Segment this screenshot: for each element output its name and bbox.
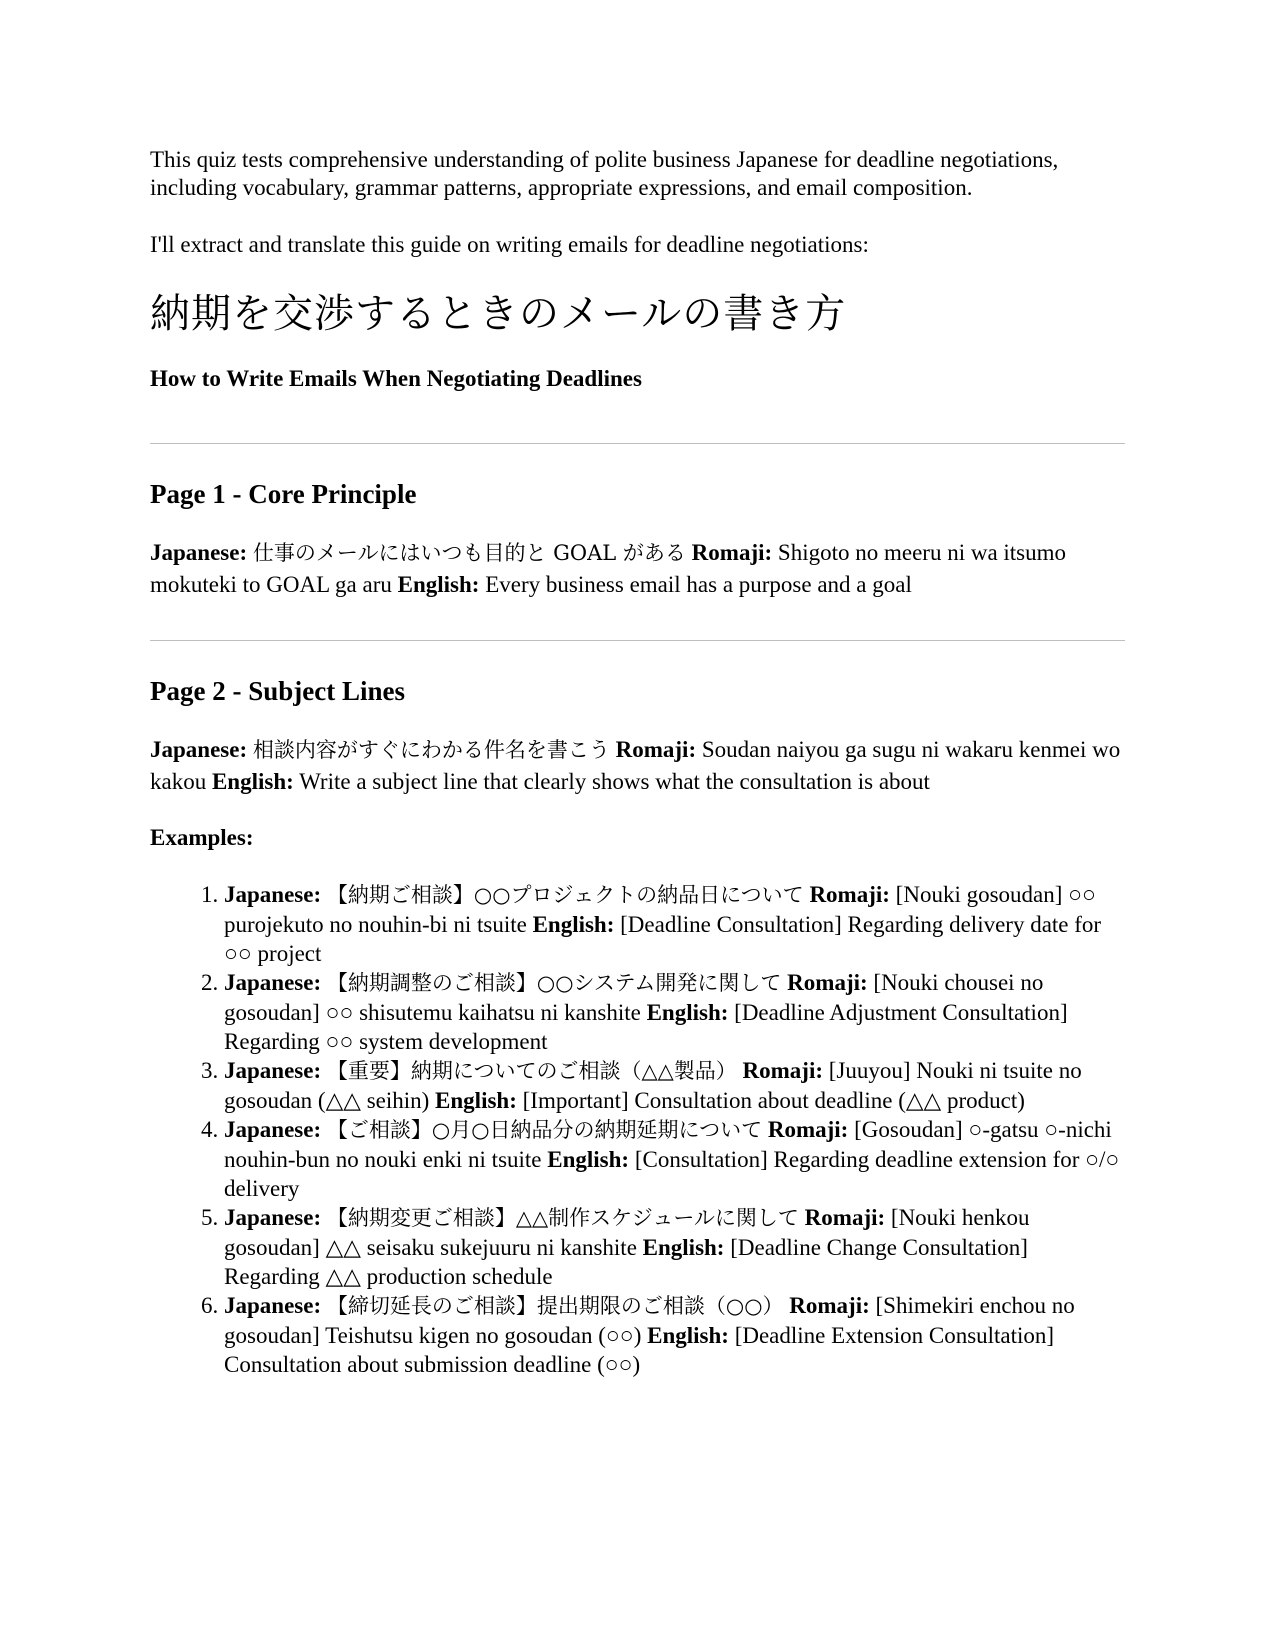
japanese-label: Japanese:	[224, 1293, 322, 1318]
divider	[150, 640, 1125, 641]
romaji-label: Romaji:	[787, 970, 868, 995]
document-content	[150, 146, 1125, 1379]
list-item	[224, 880, 1125, 968]
english-label: English:	[547, 1147, 630, 1172]
english-label: English:	[211, 769, 294, 794]
list-item	[224, 1056, 1125, 1115]
translation-entry	[150, 537, 1125, 600]
examples-list	[150, 880, 1125, 1379]
japanese-label: Japanese:	[224, 1117, 322, 1142]
romaji-text: Shigoto no meeru ni wa itsumo mokuteki to GOAL ga aru	[150, 540, 1067, 597]
list-item	[224, 1115, 1125, 1203]
english-text: [Deadline Extension Consultation] Consultation about submission deadline (○○)	[224, 1323, 1055, 1377]
english-label: English:	[647, 1323, 729, 1348]
japanese-label: Japanese:	[224, 1058, 322, 1083]
romaji-text: [Nouki gosoudan] ○○ purojekuto no nouhin-bi ni tsuite	[224, 882, 1096, 937]
japanese-text: 【納期ご相談】○○プロジェクトの納品日について	[326, 883, 804, 907]
english-text: [Deadline Consultation] Regarding delivery date for ○○ project	[224, 912, 1102, 966]
romaji-text: [Juuyou] Nouki ni tsuite no gosoudan (△△ seihin)	[224, 1058, 1082, 1113]
japanese-text: 相談内容がすぐにわかる件名を書こう	[252, 738, 610, 762]
romaji-text: [Nouki henkou gosoudan] △△ seisaku sukejuuru ni kanshite	[224, 1205, 1030, 1260]
romaji-text: [Shimekiri enchou no gosoudan] Teishutsu kigen no gosoudan (○○)	[224, 1293, 1075, 1348]
english-text: [Important] Consultation about deadline (△△ product)	[522, 1088, 1025, 1113]
romaji-label: Romaji:	[809, 882, 890, 907]
section-heading: Page 1 - Core Principle	[150, 479, 417, 509]
section-core-principle	[150, 478, 1125, 600]
romaji-label: Romaji:	[767, 1117, 849, 1142]
divider	[150, 443, 1125, 444]
document-subtitle: How to Write Emails When Negotiating Deadlines	[150, 366, 642, 391]
english-label: English:	[642, 1235, 725, 1260]
english-label: English:	[532, 912, 615, 937]
intro-paragraph-2: I'll extract and translate this guide on writing emails for deadline negotiations:	[150, 232, 869, 257]
japanese-label: Japanese:	[224, 970, 322, 995]
japanese-text: 【締切延長のご相談】提出期限のご相談（○○）	[326, 1294, 784, 1318]
section-heading: Page 2 - Subject Lines	[150, 676, 405, 706]
translation-entry	[150, 734, 1125, 797]
romaji-label: Romaji:	[742, 1058, 823, 1083]
english-text: Every business email has a purpose and a goal	[485, 572, 912, 597]
title-japanese: 納期を交渉するときのメールの書き方	[150, 291, 847, 337]
document-title	[150, 290, 1125, 338]
japanese-label: Japanese:	[224, 882, 322, 907]
japanese-text: 【重要】納期についてのご相談（△△製品）	[326, 1059, 737, 1083]
section-subject-lines	[150, 675, 1125, 1379]
english-label: English:	[397, 572, 480, 597]
romaji-label: Romaji:	[691, 540, 773, 565]
romaji-text: [Gosoudan] ○-gatsu ○-nichi nouhin-bun no nouki enki ni tsuite	[224, 1117, 1112, 1172]
romaji-label: Romaji:	[615, 737, 697, 762]
intro-paragraph: This quiz tests comprehensive understanding of polite business Japanese for deadline negotiations, including vocabulary, grammar patterns, appropriate expressions, and email composition.	[150, 147, 1059, 200]
list-item	[224, 968, 1125, 1056]
japanese-label: Japanese:	[150, 737, 248, 762]
romaji-label: Romaji:	[804, 1205, 886, 1230]
list-item	[224, 1291, 1125, 1379]
english-text: [Deadline Adjustment Consultation] Regarding ○○ system development	[224, 1000, 1068, 1054]
list-item	[224, 1203, 1125, 1291]
english-label: English:	[646, 1000, 729, 1025]
english-text: [Consultation] Regarding deadline extension for ○/○ delivery	[224, 1147, 1120, 1201]
japanese-text: 【ご相談】○月○日納品分の納期延期について	[326, 1118, 763, 1142]
romaji-text: Soudan naiyou ga sugu ni wakaru kenmei wo kakou	[150, 737, 1121, 794]
japanese-label: Japanese:	[150, 540, 248, 565]
english-label: English:	[435, 1088, 517, 1113]
japanese-text: 【納期調整のご相談】○○システム開発に関して	[326, 971, 782, 995]
romaji-text: [Nouki chousei no gosoudan] ○○ shisutemu kaihatsu ni kanshite	[224, 970, 1044, 1025]
japanese-text: 仕事のメールにはいつも目的と GOAL がある	[252, 541, 686, 565]
examples-label: Examples:	[150, 825, 254, 850]
english-text: Write a subject line that clearly shows what the consultation is about	[299, 769, 930, 794]
romaji-label: Romaji:	[789, 1293, 870, 1318]
japanese-text: 【納期変更ご相談】△△制作スケジュールに関して	[326, 1206, 799, 1230]
english-text: [Deadline Change Consultation] Regarding △△ production schedule	[224, 1235, 1028, 1289]
japanese-label: Japanese:	[224, 1205, 322, 1230]
